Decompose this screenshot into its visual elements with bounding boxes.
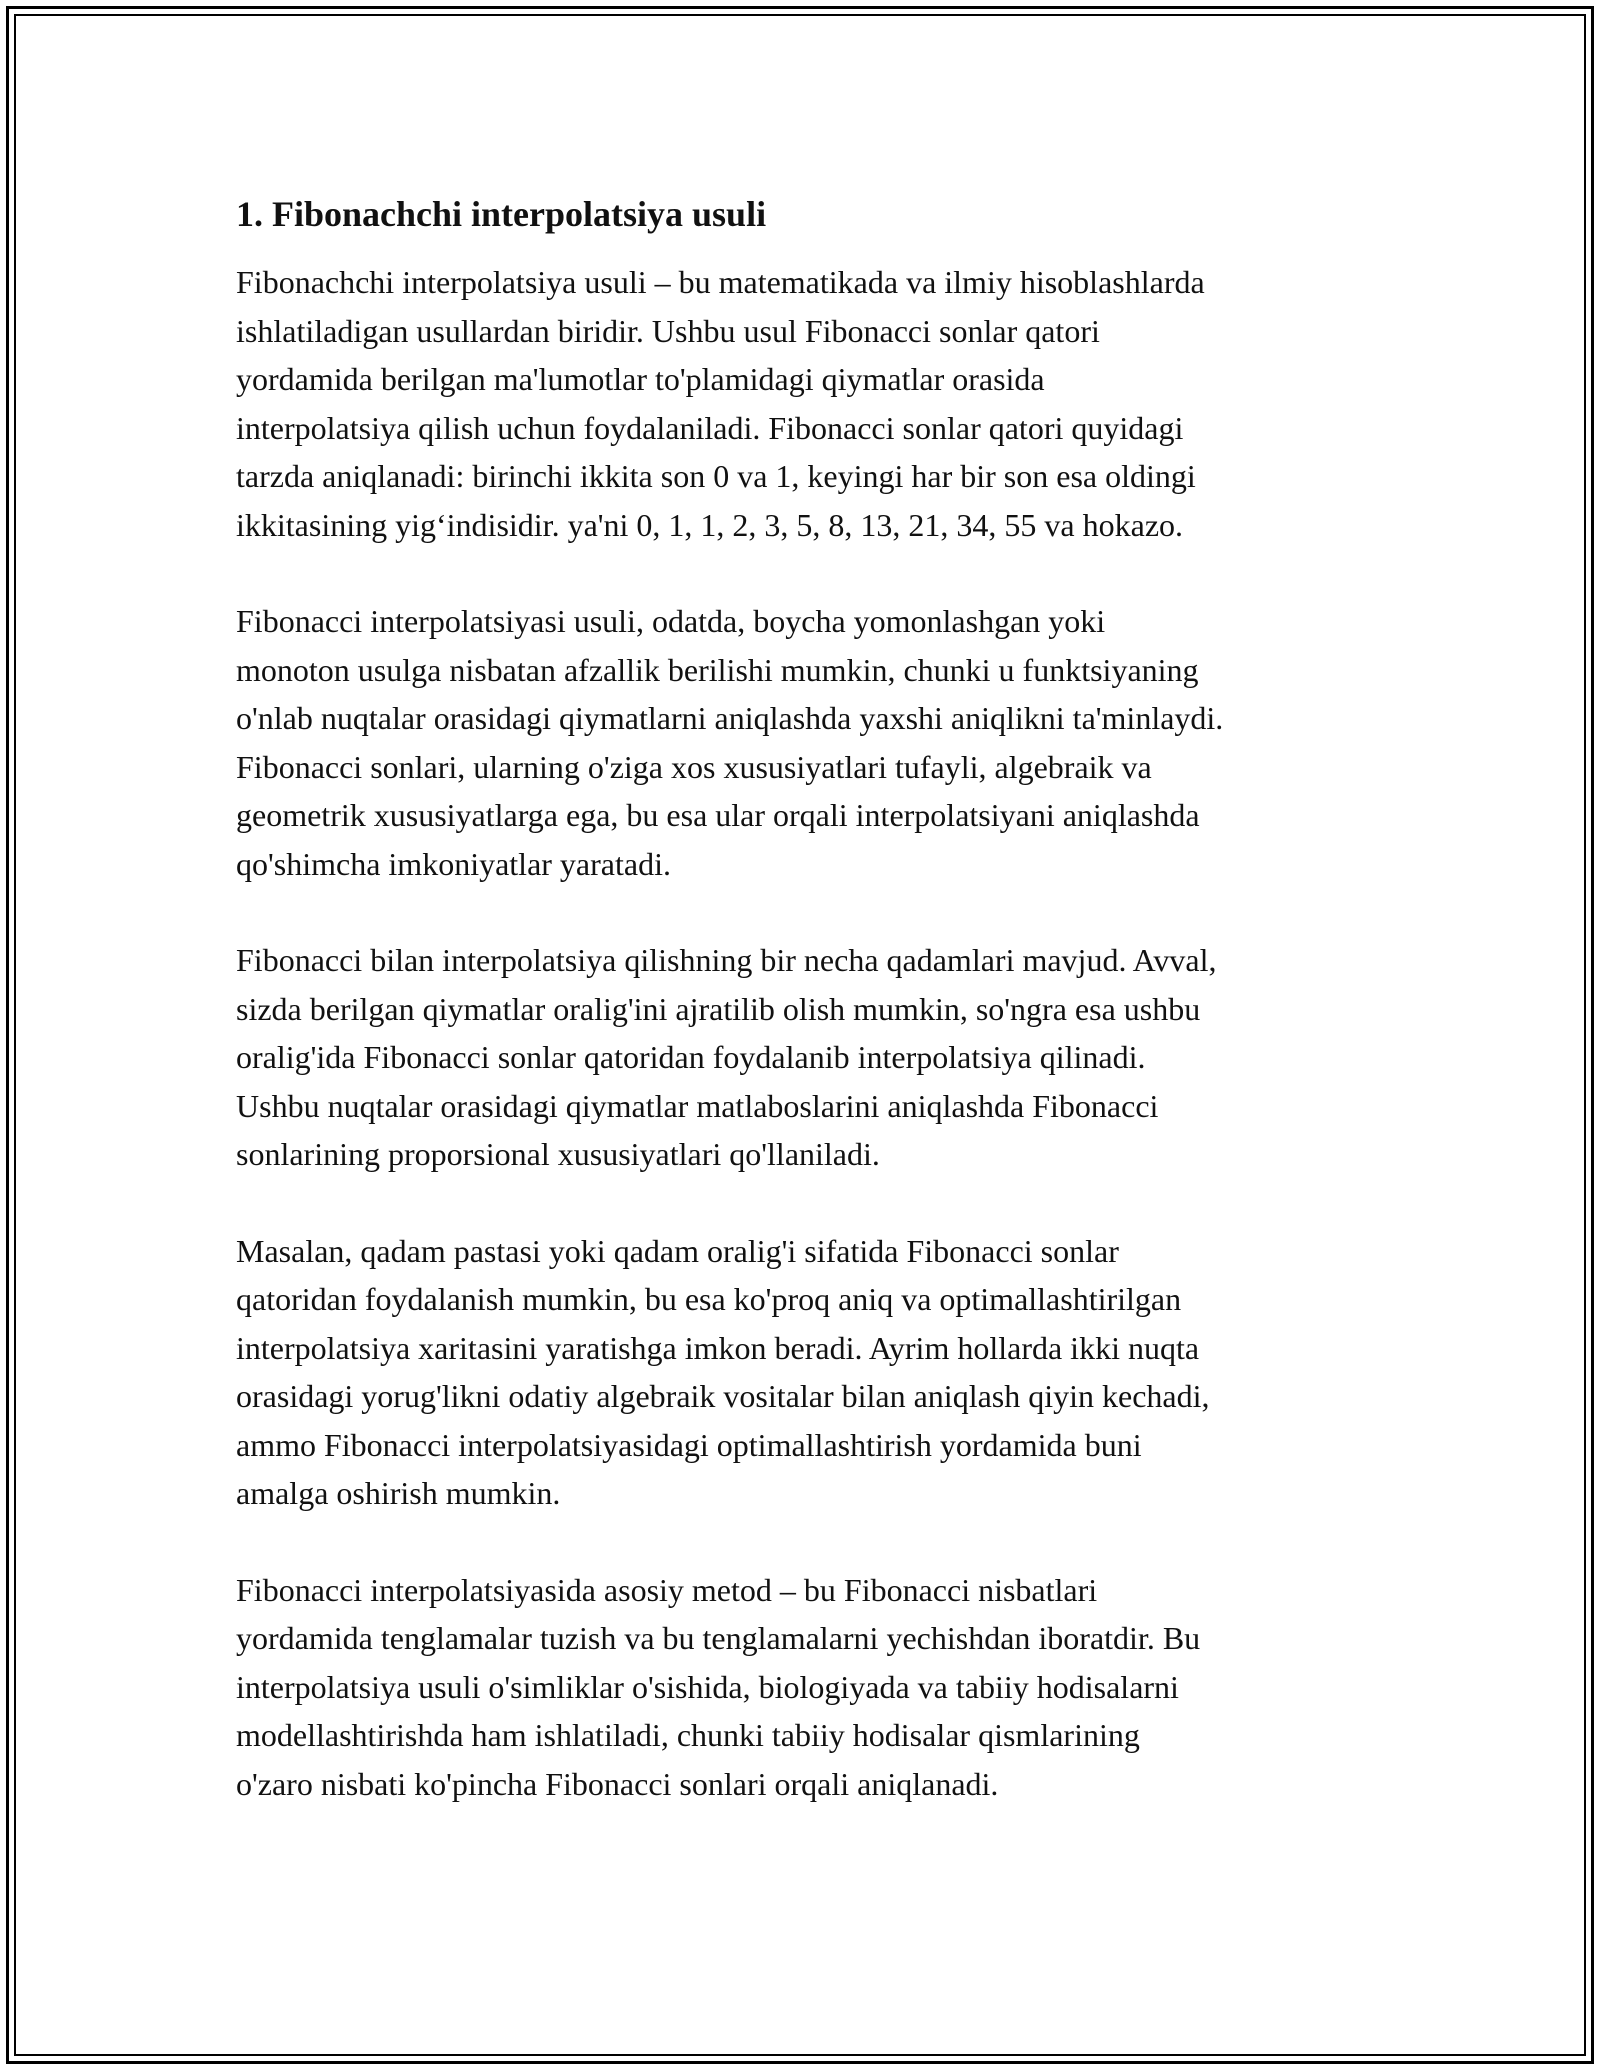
paragraph-line: o'nlab nuqtalar orasidagi qiymatlarni aniqlashda yaxshi aniqlikni ta'minlaydi. [236, 700, 1224, 736]
paragraph-line: monoton usulga nisbatan afzallik berilishi mumkin, chunki u funktsiyaning [236, 651, 1199, 688]
paragraph-line: modellashtirishda ham ishlatiladi, chunki tabiiy hodisalar qismlarining [236, 1717, 1140, 1753]
paragraph-line: Fibonachchi interpolatsiya usuli – bu matematikada va ilmiy hisoblashlarda [236, 264, 1205, 300]
body-paragraph [236, 597, 1396, 888]
document-body [236, 188, 1396, 1856]
body-paragraph [236, 1566, 1396, 1809]
body-paragraph [236, 1227, 1396, 1518]
paragraph-line: Ushbu nuqtalar orasidagi qiymatlar matlaboslarini aniqlashda Fibonacci [236, 1087, 1159, 1124]
paragraph-line: geometrik xususiyatlarga ega, bu esa ular orqali interpolatsiyani aniqlashda [236, 797, 1200, 833]
paragraph-line: Fibonacci sonlari, ularning o'ziga xos xususiyatlari tufayli, algebraik va [236, 748, 1152, 785]
paragraph-line: Masalan, qadam pastasi yoki qadam oralig'i sifatida Fibonacci sonlar [236, 1232, 1119, 1269]
paragraph-line: interpolatsiya qilish uchun foydalaniladi. Fibonacci sonlar qatori quyidagi [236, 409, 1184, 446]
paragraph-line: ammo Fibonacci interpolatsiyasidagi optimallashtirish yordamida buni [236, 1426, 1142, 1463]
paragraph-line: Fibonacci interpolatsiyasida asosiy metod – bu Fibonacci nisbatlari [236, 1571, 1098, 1608]
paragraph-line: qatoridan foydalanish mumkin, bu esa ko'proq aniq va optimallashtirilgan [236, 1281, 1182, 1317]
paragraph-line: sizda berilgan qiymatlar oralig'ini ajratilib olish mumkin, so'ngra esa ushbu [236, 990, 1201, 1027]
paragraph-line: interpolatsiya usuli o'simliklar o'sishida, biologiyada va tabiiy hodisalarni [236, 1668, 1179, 1705]
paragraph-line: Fibonacci bilan interpolatsiya qilishning bir necha qadamlari mavjud. Avval, [236, 942, 1217, 978]
paragraph-line: ishlatiladigan usullardan biridir. Ushbu usul Fibonacci sonlar qatori [236, 312, 1100, 349]
body-paragraph [236, 258, 1396, 549]
paragraph-line: oralig'ida Fibonacci sonlar qatoridan foydalanib interpolatsiya qilinadi. [236, 1039, 1146, 1075]
paragraph-line: yordamida tenglamalar tuzish va bu tenglamalarni yechishdan iboratdir. Bu [236, 1620, 1201, 1656]
paragraph-line: tarzda aniqlanadi: birinchi ikkita son 0 va 1, keyingi har bir son esa oldingi [236, 458, 1196, 494]
paragraph-list [236, 258, 1396, 1808]
paragraph-line: ikkitasining yig‘indisidir. ya'ni 0, 1, 1, 2, 3, 5, 8, 13, 21, 34, 55 va hokazo. [236, 506, 1184, 543]
paragraph-line: amalga oshirish mumkin. [236, 1475, 561, 1511]
paragraph-line: o'zaro nisbati ko'pincha Fibonacci sonlari orqali aniqlanadi. [236, 1765, 999, 1802]
body-paragraph [236, 936, 1396, 1179]
paragraph-line: interpolatsiya xaritasini yaratishga imkon beradi. Ayrim hollarda ikki nuqta [236, 1329, 1200, 1366]
paragraph-line: Fibonacci interpolatsiyasi usuli, odatda, boycha yomonlashgan yoki [236, 603, 1106, 639]
paragraph-line: qo'shimcha imkoniyatlar yaratadi. [236, 845, 671, 882]
section-heading: 1. Fibonachchi interpolatsiya usuli [236, 194, 767, 234]
paragraph-line: orasidagi yorug'likni odatiy algebraik vositalar bilan aniqlash qiyin kechadi, [236, 1378, 1210, 1414]
paragraph-line: yordamida berilgan ma'lumotlar to'plamidagi qiymatlar orasida [236, 361, 1045, 397]
paragraph-line: sonlarining proporsional xususiyatlari qo'llaniladi. [236, 1136, 880, 1172]
